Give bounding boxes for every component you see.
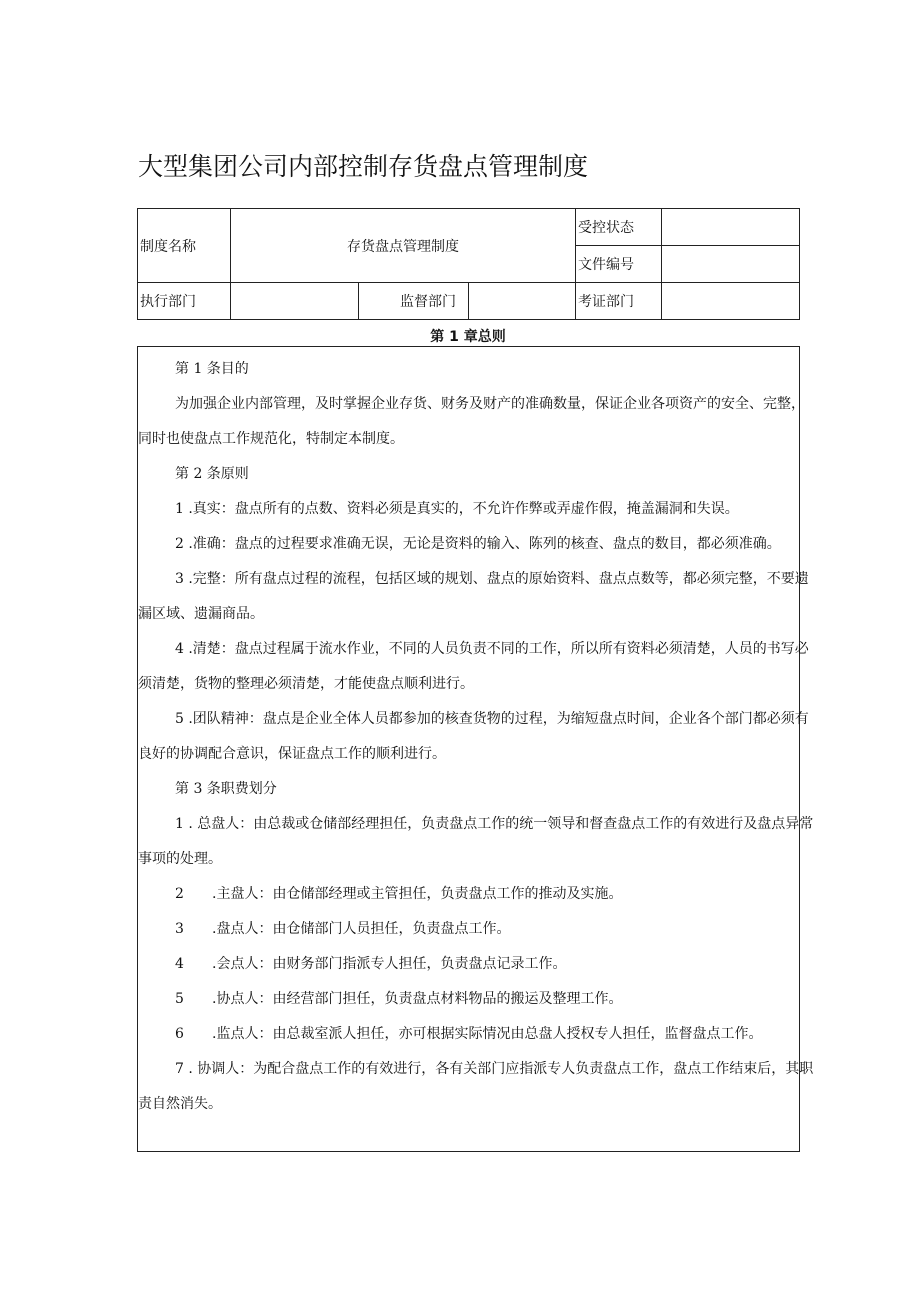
article-2-title: 第 2 条原则 xyxy=(175,466,249,482)
doc-no-value-cell xyxy=(662,246,800,283)
name-value-cell: 存货盘点管理制度 xyxy=(231,209,576,283)
chapter-heading: 第 1 章总则 xyxy=(430,329,506,345)
item-number: 6 xyxy=(175,1026,184,1042)
exec-dept-value-cell xyxy=(231,283,359,320)
article-2-item-2: 2 .准确：盘点的过程要求准确无误，无论是资料的输入、陈列的核查、盘点的数目，都必须准确。 xyxy=(175,536,781,552)
supervise-dept-label-cell: 监督部门 xyxy=(359,283,469,320)
item-text: .监点人：由总裁室派人担任，亦可根据实际情况由总盘人授权专人担任，监督盘点工作。 xyxy=(212,1026,763,1042)
item-number: 4 xyxy=(175,956,184,972)
article-1-body-line-1: 为加强企业内部管理，及时掌握企业存货、财务及财产的准确数量，保证企业各项资产的安全、完整， xyxy=(175,396,805,412)
article-2-item-3-line-1: 3 .完整：所有盘点过程的流程，包括区域的规划、盘点的原始资料、盘点点数等，都必须完整，不要遗 xyxy=(175,571,809,587)
article-2-item-1: 1 .真实：盘点所有的点数、资料必须是真实的，不允许作弊或弄虚作假，掩盖漏洞和失误。 xyxy=(175,501,739,517)
item-text: .会点人：由财务部门指派专人担任，负责盘点记录工作。 xyxy=(212,956,567,972)
article-3-item-4 xyxy=(138,947,800,982)
article-2-item-3-line-2: 漏区域、遗漏商品。 xyxy=(138,606,264,622)
exec-dept-label-cell: 执行部门 xyxy=(138,283,231,320)
item-number: 3 xyxy=(175,921,184,937)
article-1-body-line-2: 同时也使盘点工作规范化，特制定本制度。 xyxy=(138,431,404,447)
name-label-cell: 制度名称 xyxy=(138,209,231,283)
article-1-title: 第 1 条目的 xyxy=(175,361,249,377)
article-3-item-3 xyxy=(138,912,800,947)
article-2-item-4-line-1: 4 .清楚：盘点过程属于流水作业，不同的人员负责不同的工作，所以所有资料必须清楚，人员的书写必 xyxy=(175,641,809,657)
item-number: 5 xyxy=(175,991,184,1007)
article-3-item-1-line-2: 事项的处理。 xyxy=(138,851,222,867)
article-3-item-7-line-2: 责自然消失。 xyxy=(138,1096,222,1112)
article-3-item-2 xyxy=(138,877,800,912)
verify-dept-label-cell: 考证部门 xyxy=(576,283,662,320)
document-title: 大型集团公司内部控制存货盘点管理制度 xyxy=(138,152,589,181)
article-2-item-5-line-1: 5 .团队精神：盘点是企业全体人员都参加的核查货物的过程，为缩短盘点时间，企业各个部门都必须有 xyxy=(175,711,809,727)
content-body xyxy=(138,352,814,1122)
item-text: .主盘人：由仓储部经理或主管担任，负责盘点工作的推动及实施。 xyxy=(212,886,623,902)
verify-dept-value-cell xyxy=(662,283,800,320)
status-value-cell xyxy=(662,209,800,246)
item-number: 2 xyxy=(175,886,184,902)
article-3-item-5 xyxy=(138,982,800,1017)
doc-no-label-cell: 文件编号 xyxy=(576,246,662,283)
article-3-item-7-line-1: 7 . 协调人：为配合盘点工作的有效进行，各有关部门应指派专人负责盘点工作，盘点工作结束后，其职 xyxy=(175,1061,814,1077)
article-2-item-5-line-2: 良好的协调配合意识，保证盘点工作的顺利进行。 xyxy=(138,746,446,762)
article-3-item-1-line-1: 1 . 总盘人：由总裁或仓储部经理担任，负责盘点工作的统一领导和督查盘点工作的有效进行及盘点异常 xyxy=(175,816,814,832)
supervise-dept-value-cell xyxy=(469,283,576,320)
status-label-cell: 受控状态 xyxy=(576,209,662,246)
item-text: .协点人：由经营部门担任，负责盘点材料物品的搬运及整理工作。 xyxy=(212,991,623,1007)
meta-table xyxy=(137,208,800,320)
article-3-item-6 xyxy=(138,1017,800,1052)
article-3-title: 第 3 条职费划分 xyxy=(175,781,277,797)
article-2-item-4-line-2: 须清楚，货物的整理必须清楚，才能使盘点顺利进行。 xyxy=(138,676,474,692)
item-text: .盘点人：由仓储部门人员担任，负责盘点工作。 xyxy=(212,921,511,937)
